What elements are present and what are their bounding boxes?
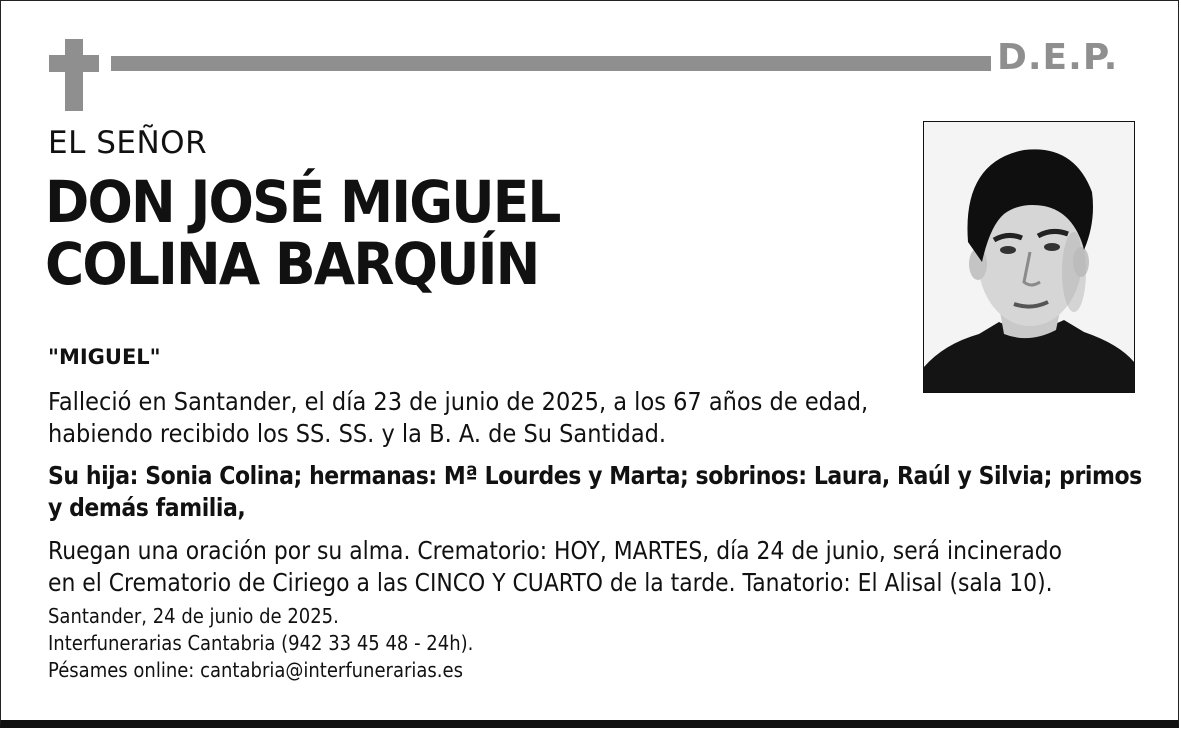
header-rule [111, 56, 991, 71]
death-notice [48, 386, 1038, 450]
family-line-1: Su hija: Sonia Colina; hermanas: Mª Lourdes y Marta; sobrinos: Laura, Raúl y Silvia; primos [48, 461, 1142, 490]
dep-label: D.E.P. [997, 37, 1119, 78]
pray-line-1: Ruegan una oración por su alma. Crematorio: HOY, MARTES, día 24 de junio, será incinerado [48, 536, 1063, 565]
cross-icon [49, 39, 99, 111]
honorific-title: EL SEÑOR [48, 125, 208, 161]
footer-info [48, 603, 1038, 684]
ceremony-details [48, 535, 1107, 599]
pray-line-2: en el Crematorio de Ciriego a las CINCO Y CUARTO de la tarde. Tanatorio: El Alisal (sala 10). [48, 568, 1053, 597]
death-line-2: habiendo recibido los SS. SS. y la B. A. de Su Santidad. [48, 419, 667, 448]
nickname: "MIGUEL" [48, 345, 161, 369]
portrait-photo [923, 121, 1135, 393]
family-list [48, 460, 1142, 524]
name-line-2: COLINA BARQUÍN [45, 230, 539, 298]
death-line-1: Falleció en Santander, el día 23 de junio de 2025, a los 67 años de edad, [48, 387, 869, 416]
family-line-2: y demás familia, [48, 493, 246, 522]
place-date: Santander, 24 de junio de 2025. [48, 604, 339, 628]
condolences-email[interactable]: Pésames online: cantabria@interfunerarias.es [48, 658, 463, 682]
name-line-1: DON JOSÉ MIGUEL [45, 168, 560, 236]
deceased-name [45, 168, 836, 298]
funeral-home: Interfunerarias Cantabria (942 33 45 48 - 24h). [48, 631, 474, 655]
